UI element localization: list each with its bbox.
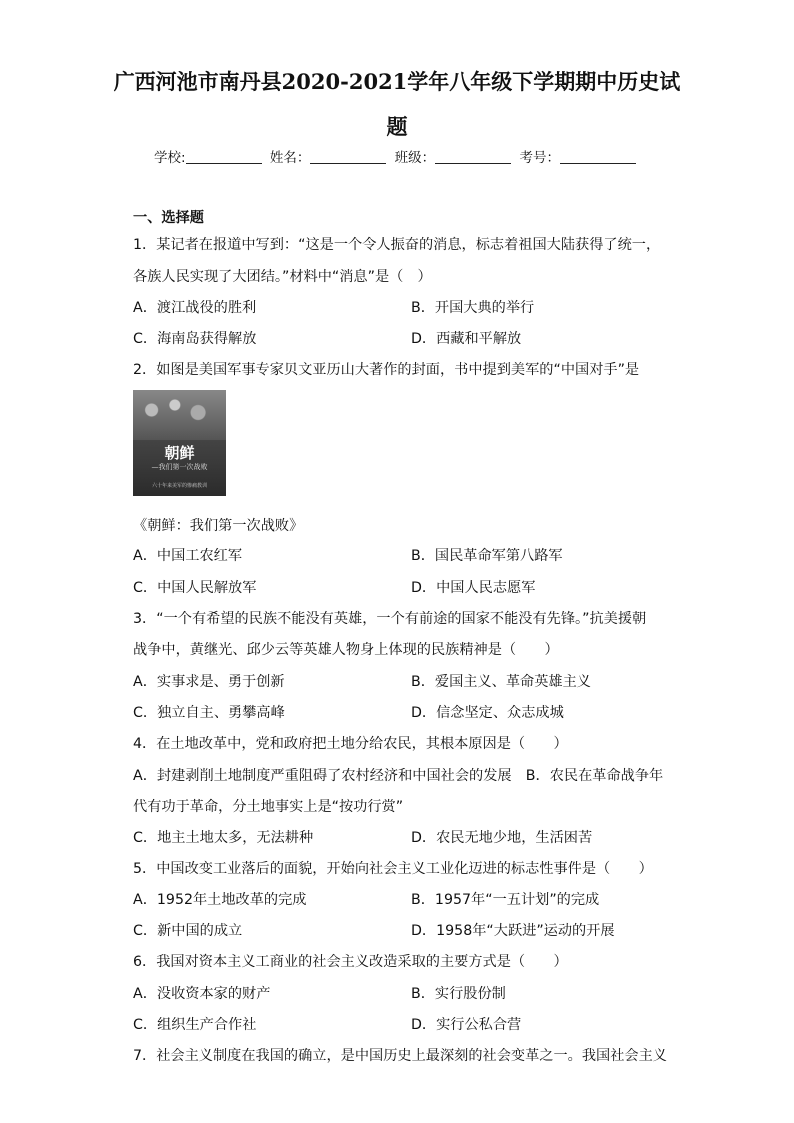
name-label: 姓名： [269,150,311,166]
q4-option-c: C．地主土地太多，无法耕种 [133,830,314,846]
q4-option-b-cont: 代有功于革命，分土地事实上是“按功行赏” [133,799,404,815]
q6-option-d: D．实行公私合营 [411,1017,522,1033]
q6-option-a: A．没收资本家的财产 [133,986,271,1002]
q7-stem-line1: 7．社会主义制度在我国的确立，是中国历史上最深刻的社会变革之一。我国社会主义 [133,1048,667,1064]
school-label: 学校: [154,150,186,166]
q2-caption: 《朝鲜：我们第一次战败》 [133,518,304,534]
q1-option-b: B．开国大典的举行 [411,300,535,316]
q6-option-c: C．组织生产合作社 [133,1017,257,1033]
q6-stem-line1: 6．我国对资本主义工商业的社会主义改造采取的主要方式是（ ） [133,954,568,970]
q1-option-c: C．海南岛获得解放 [133,331,257,347]
q3-option-b: B．爱国主义、革命英雄主义 [411,674,591,690]
q5-option-c: C．新中国的成立 [133,923,243,939]
q4-option-d: D．农民无地少地，生活困苦 [411,830,593,846]
book-cover-image [133,390,226,496]
class-label: 班级： [394,150,436,166]
q3-stem-line1: 3．“一个有希望的民族不能没有英雄，一个有前途的国家不能没有先锋。”抗美援朝 [133,611,647,627]
q5-option-b: B．1957年“一五计划”的完成 [411,892,600,908]
section-heading: 一、选择题 [133,210,204,226]
cover-footer: 六十年来美军的惨痛教训 [151,483,207,489]
q4-stem-line1: 4．在土地改革中，党和政府把土地分给农民，其根本原因是（ ） [133,736,568,752]
q5-stem-line1: 5．中国改变工业落后的面貌，开始向社会主义工业化迈进的标志性事件是（ ） [133,861,653,877]
q1-option-d: D．西藏和平解放 [411,331,522,347]
exam-title-line2: 题 [386,114,408,139]
q4-option-ab-line: A．封建剥削土地制度严重阻碍了农村经济和中国社会的发展 B．农民在革命战争年 [133,768,664,784]
q3-stem-line2: 战争中，黄继光、邱少云等英雄人物身上体现的民族精神是（ ） [133,642,559,658]
student-info-row [0,146,794,166]
name-blank[interactable] [310,150,386,164]
number-label: 考号： [519,150,560,166]
q3-option-d: D．信念坚定、众志成城 [411,705,564,721]
school-blank[interactable] [186,150,262,164]
q2-option-b: B．国民革命军第八路军 [411,548,563,564]
q2-stem-line1: 2．如图是美国军事专家贝文亚历山大著作的封面，书中提到美军的“中国对手”是 [133,362,640,378]
q3-option-c: C．独立自主、勇攀高峰 [133,705,285,721]
q1-stem-line1: 1．某记者在报道中写到：“这是一个令人振奋的消息，标志着祖国大陆获得了统一， [133,237,661,253]
q2-option-d: D．中国人民志愿军 [411,580,536,596]
q2-option-a: A．中国工农红军 [133,548,243,564]
q3-option-a: A．实事求是、勇于创新 [133,674,285,690]
q2-option-c: C．中国人民解放军 [133,580,257,596]
class-blank[interactable] [435,150,511,164]
cover-subtitle: —我们第一次战败 [151,463,208,471]
q6-option-b: B．实行股份制 [411,986,506,1002]
number-blank[interactable] [560,150,636,164]
exam-title-line1: 广西河池市南丹县2020-2021学年八年级下学期期中历史试 [113,69,681,94]
q1-option-a: A．渡江战役的胜利 [133,300,257,316]
cover-title: 朝鲜 [164,444,195,462]
q5-option-d: D．1958年“大跃进”运动的开展 [411,923,615,939]
cover-photo [133,390,226,440]
q5-option-a: A．1952年土地改革的完成 [133,892,307,908]
q1-stem-line2: 各族人民实现了大团结。”材料中“消息”是（ ） [133,269,432,285]
